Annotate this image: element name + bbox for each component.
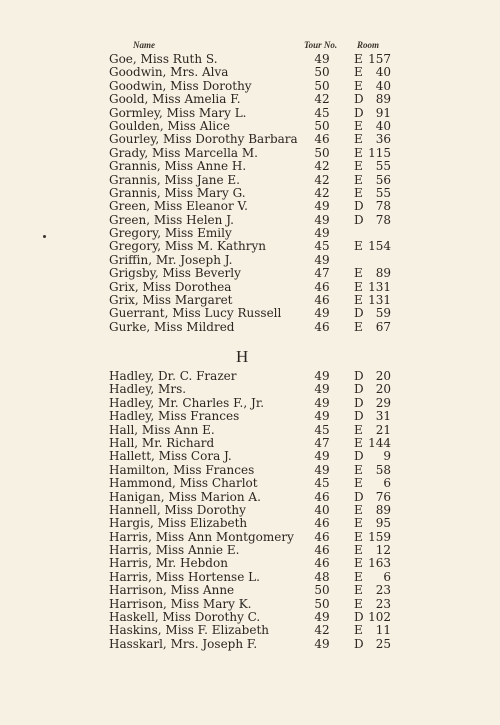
list-item — [109, 214, 409, 227]
list-item — [109, 93, 409, 106]
room-number: 159 — [368, 529, 391, 544]
list-item — [109, 544, 409, 557]
tour-number: 42 — [314, 159, 330, 174]
room-number: 59 — [375, 306, 391, 321]
deck-letter: E — [354, 172, 363, 187]
list-item — [109, 200, 409, 213]
passenger-name: Hannell, Miss Dorothy — [109, 502, 246, 517]
tour-number: 48 — [314, 569, 330, 584]
deck-letter: E — [354, 529, 363, 544]
tour-number: 47 — [314, 435, 330, 450]
list-item — [109, 598, 409, 611]
passenger-name: Hamilton, Miss Frances — [109, 462, 255, 477]
list-item — [109, 240, 409, 253]
deck-letter: E — [354, 583, 363, 598]
list-item — [109, 517, 409, 530]
list-item — [109, 450, 409, 463]
passenger-name: Haskins, Miss F. Elizabeth — [109, 623, 269, 638]
deck-letter: D — [354, 199, 364, 214]
passenger-name: Harris, Mr. Hebdon — [109, 556, 228, 571]
passenger-name: Hallett, Miss Cora J. — [109, 449, 232, 464]
deck-letter: D — [354, 92, 364, 107]
tour-number: 50 — [314, 145, 330, 160]
passenger-name: Green, Miss Helen J. — [109, 212, 234, 227]
passenger-name: Gourley, Miss Dorothy Barbara — [109, 132, 298, 147]
deck-letter: E — [354, 239, 363, 254]
passenger-name: Hadley, Mr. Charles F., Jr. — [109, 395, 265, 410]
tour-number: 46 — [314, 543, 330, 558]
deck-letter: D — [354, 489, 364, 504]
list-item — [109, 267, 409, 280]
list-item — [109, 187, 409, 200]
passenger-name: Harrison, Miss Mary K. — [109, 596, 252, 611]
room-number: 115 — [368, 145, 391, 160]
tour-number: 45 — [314, 422, 330, 437]
list-item — [109, 531, 409, 544]
list-item — [109, 477, 409, 490]
passenger-name: Goodwin, Mrs. Alva — [109, 65, 229, 80]
room-number: 131 — [368, 279, 391, 294]
list-item — [109, 294, 409, 307]
list-item — [109, 80, 409, 93]
list-item — [109, 133, 409, 146]
deck-letter: E — [354, 543, 363, 558]
deck-letter: E — [354, 462, 363, 477]
tour-number: 49 — [314, 449, 330, 464]
passenger-name: Hammond, Miss Charlot — [109, 476, 258, 491]
room-number: 144 — [368, 435, 391, 450]
room-number: 6 — [383, 476, 391, 491]
list-item — [109, 107, 409, 120]
list-item — [109, 437, 409, 450]
list-item — [109, 491, 409, 504]
tour-number: 49 — [314, 212, 330, 227]
passenger-name: Grix, Miss Dorothea — [109, 279, 232, 294]
deck-letter: D — [354, 306, 364, 321]
passenger-name: Hargis, Miss Elizabeth — [109, 516, 248, 531]
tour-number: 46 — [314, 489, 330, 504]
list-item — [109, 504, 409, 517]
deck-letter: E — [354, 435, 363, 450]
tour-number: 46 — [314, 556, 330, 571]
passenger-name: Grigsby, Miss Beverly — [109, 266, 241, 281]
room-number: 95 — [375, 516, 391, 531]
list-item — [109, 624, 409, 637]
tour-number: 42 — [314, 172, 330, 187]
tour-number: 49 — [314, 369, 330, 383]
deck-letter: D — [354, 636, 364, 651]
room-number: 55 — [375, 159, 391, 174]
room-number: 40 — [375, 78, 391, 93]
room-number: 157 — [368, 52, 391, 66]
list-item — [109, 383, 409, 396]
passenger-name: Grady, Miss Marcella M. — [109, 145, 258, 160]
room-number: 6 — [383, 569, 391, 584]
room-number: 31 — [375, 409, 391, 424]
deck-letter: E — [354, 596, 363, 611]
room-number: 40 — [375, 118, 391, 133]
passenger-name: Gregory, Miss Emily — [109, 226, 232, 241]
passenger-name: Green, Miss Eleanor V. — [109, 199, 248, 214]
passenger-name: Hadley, Miss Frances — [109, 409, 240, 424]
list-item — [109, 307, 409, 320]
tour-number: 45 — [314, 239, 330, 254]
tour-number: 49 — [314, 409, 330, 424]
list-item — [109, 571, 409, 584]
passenger-name: Hanigan, Miss Marion A. — [109, 489, 261, 504]
deck-letter: E — [354, 118, 363, 133]
list-item — [109, 397, 409, 410]
room-number: 20 — [375, 382, 391, 397]
list-item — [109, 66, 409, 79]
deck-letter: D — [354, 212, 364, 227]
tour-number: 46 — [314, 279, 330, 294]
passenger-name: Grannis, Miss Mary G. — [109, 185, 246, 200]
deck-letter: E — [354, 516, 363, 531]
room-number: 12 — [375, 543, 391, 558]
list-item — [109, 321, 409, 334]
passenger-name: Goulden, Miss Alice — [109, 118, 230, 133]
list-item — [109, 464, 409, 477]
passenger-name: Hadley, Mrs. — [109, 382, 187, 397]
tour-number: 49 — [314, 636, 330, 651]
tour-number: 50 — [314, 78, 330, 93]
passenger-name: Grix, Miss Margaret — [109, 293, 233, 308]
room-number: 23 — [375, 583, 391, 598]
section-g-list — [109, 53, 409, 334]
deck-letter: D — [354, 369, 364, 383]
room-number: 89 — [375, 266, 391, 281]
passenger-name: Hadley, Dr. C. Frazer — [109, 369, 237, 383]
passenger-name: Goe, Miss Ruth S. — [109, 52, 218, 66]
deck-letter: D — [354, 610, 364, 625]
tour-number: 46 — [314, 319, 330, 334]
list-item — [109, 53, 409, 66]
room-number: 78 — [375, 212, 391, 227]
deck-letter: E — [354, 65, 363, 80]
deck-letter: E — [354, 502, 363, 517]
tour-number: 50 — [314, 583, 330, 598]
tour-number: 50 — [314, 596, 330, 611]
room-number: 67 — [375, 319, 391, 334]
room-number: 55 — [375, 185, 391, 200]
passenger-name: Guerrant, Miss Lucy Russell — [109, 306, 282, 321]
column-header-tour: Tour No. — [304, 40, 338, 50]
deck-letter: D — [354, 409, 364, 424]
tour-number: 49 — [314, 395, 330, 410]
room-number: 40 — [375, 65, 391, 80]
tour-number: 42 — [314, 623, 330, 638]
list-item — [109, 227, 409, 240]
tour-number: 49 — [314, 462, 330, 477]
tour-number: 45 — [314, 476, 330, 491]
room-number: 56 — [375, 172, 391, 187]
list-item — [109, 557, 409, 570]
room-number: 21 — [375, 422, 391, 437]
deck-letter: E — [354, 132, 363, 147]
list-item — [109, 584, 409, 597]
passenger-name: Hall, Miss Ann E. — [109, 422, 215, 437]
list-item — [109, 147, 409, 160]
tour-number: 47 — [314, 266, 330, 281]
tour-number: 49 — [314, 199, 330, 214]
deck-letter: D — [354, 449, 364, 464]
passenger-name: Griffin, Mr. Joseph J. — [109, 252, 233, 267]
tour-number: 49 — [314, 252, 330, 267]
passenger-name: Gormley, Miss Mary L. — [109, 105, 247, 120]
room-number: 25 — [375, 636, 391, 651]
passenger-name: Hall, Mr. Richard — [109, 435, 215, 450]
room-number: 29 — [375, 395, 391, 410]
list-item — [109, 160, 409, 173]
tour-number: 50 — [314, 65, 330, 80]
room-number: 23 — [375, 596, 391, 611]
deck-letter: D — [354, 395, 364, 410]
passenger-name: Harrison, Miss Anne — [109, 583, 235, 598]
passenger-name: Gregory, Miss M. Kathryn — [109, 239, 266, 254]
tour-number: 46 — [314, 293, 330, 308]
paper-speck — [43, 235, 46, 238]
passenger-name: Harris, Miss Annie E. — [109, 543, 240, 558]
tour-number: 49 — [314, 226, 330, 241]
tour-number: 46 — [314, 529, 330, 544]
tour-number: 49 — [314, 306, 330, 321]
deck-letter: E — [354, 266, 363, 281]
room-number: 163 — [368, 556, 391, 571]
passenger-name: Harris, Miss Ann Montgomery — [109, 529, 294, 544]
deck-letter: D — [354, 382, 364, 397]
deck-letter: E — [354, 159, 363, 174]
deck-letter: E — [354, 279, 363, 294]
list-item — [109, 410, 409, 423]
passenger-name: Grannis, Miss Jane E. — [109, 172, 240, 187]
room-number: 76 — [375, 489, 391, 504]
room-number: 11 — [375, 623, 391, 638]
tour-number: 42 — [314, 92, 330, 107]
room-number: 58 — [375, 462, 391, 477]
room-number: 9 — [383, 449, 391, 464]
tour-number: 45 — [314, 105, 330, 120]
passenger-name: Haskell, Miss Dorothy C. — [109, 610, 261, 625]
room-number: 91 — [375, 105, 391, 120]
deck-letter: E — [354, 185, 363, 200]
passenger-name: Hasskarl, Mrs. Joseph F. — [109, 636, 258, 651]
list-item — [109, 611, 409, 624]
room-number: 154 — [368, 239, 391, 254]
list-item — [109, 254, 409, 267]
tour-number: 42 — [314, 185, 330, 200]
list-item — [109, 370, 409, 383]
section-h-list — [109, 370, 409, 651]
deck-letter: E — [354, 52, 363, 66]
column-header-name: Name — [133, 40, 155, 50]
room-number: 78 — [375, 199, 391, 214]
tour-number: 49 — [314, 610, 330, 625]
deck-letter: E — [354, 293, 363, 308]
tour-number: 46 — [314, 132, 330, 147]
passenger-name: Grannis, Miss Anne H. — [109, 159, 247, 174]
tour-number: 50 — [314, 118, 330, 133]
list-item — [109, 281, 409, 294]
tour-number: 40 — [314, 502, 330, 517]
room-number: 131 — [368, 293, 391, 308]
list-item — [109, 174, 409, 187]
deck-letter: E — [354, 623, 363, 638]
passenger-name: Gurke, Miss Mildred — [109, 319, 235, 334]
room-number: 36 — [375, 132, 391, 147]
list-item — [109, 120, 409, 133]
deck-letter: E — [354, 476, 363, 491]
passenger-name: Goold, Miss Amelia F. — [109, 92, 241, 107]
section-letter-h: H — [236, 347, 249, 366]
room-number: 89 — [375, 502, 391, 517]
tour-number: 49 — [314, 382, 330, 397]
deck-letter: E — [354, 319, 363, 334]
tour-number: 46 — [314, 516, 330, 531]
list-item — [109, 638, 409, 651]
column-header-room: Room — [357, 40, 380, 50]
deck-letter: E — [354, 78, 363, 93]
list-item — [109, 424, 409, 437]
passenger-name: Goodwin, Miss Dorothy — [109, 78, 252, 93]
deck-letter: E — [354, 422, 363, 437]
passenger-name: Harris, Miss Hortense L. — [109, 569, 260, 584]
tour-number: 49 — [314, 52, 330, 66]
deck-letter: E — [354, 569, 363, 584]
deck-letter: E — [354, 145, 363, 160]
deck-letter: E — [354, 556, 363, 571]
room-number: 89 — [375, 92, 391, 107]
deck-letter: D — [354, 105, 364, 120]
room-number: 102 — [368, 610, 391, 625]
room-number: 20 — [375, 369, 391, 383]
